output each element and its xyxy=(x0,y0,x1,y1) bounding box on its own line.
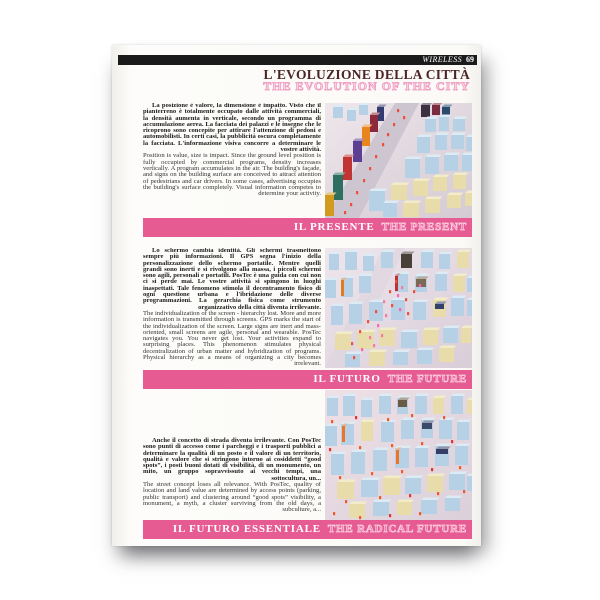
paragraph-italian: Anche il concetto di strada diventa irrilevante. Con PosTec sono punti di accesso come i parcheggi e i trasporti pubblici a determinare la qualità di un posto e il valore di un territorio, qualità e valore che si stringono intorno ai cosiddetti “good spots”, i posti buoni dotati di visibilità, di un monumento, un mito, un gruppo sopravvissuto ai vecchi tempi, una sottocultura, un... xyxy=(143,437,321,482)
banner-label-italian: IL FUTURO ESSENTIALE xyxy=(172,523,321,535)
article-title-block xyxy=(112,68,470,92)
section-banner-radical-future xyxy=(143,520,472,539)
masthead-bar xyxy=(118,55,477,65)
paragraph-italian: Lo schermo cambia identità. Gli schermi trasmettono sempre più informazioni. Il GPS segna l'inizio della personalizzazione dello schermo portatile. Mentre quelli grandi sono inerti e si rivolgono alla massa, i piccoli schermi sono agili, personali e portatili. PosTec è una guida con cui non ci si perde mai. Le vostre attività si spingono in luoghi inaspettati. Tale fenomeno stimola il decentramento fisico di ogni questione urbana e l'ibridazione delle diverse programmazioni. La gerarchia fisica come strumento organizzativo della città diventa irrilevante. xyxy=(143,248,321,311)
paragraph-english: Position is value, size is impact. Since the ground level position is fully occupied by commercial programs, density increases vertically. A program accumulates in the air. The building's façade, and signs on the building surface are conceived to attract attention of pedestrians and car drivers. In some cases, advertising occupies the building's surface completely. Visual information competes to determine your activity. xyxy=(143,152,321,198)
banner-label-english: THE PRESENT xyxy=(381,221,467,233)
paragraph-english: The street concept loses all relevance. With PosTec, quality of location and land value are determined by access points (parking, public transport) and clustering around “good spots” visibility, a monument, a myth, a cluster surviving from the old days, a subculture, a... xyxy=(143,481,321,514)
page-number: 69 xyxy=(466,55,474,64)
section-present xyxy=(143,103,472,218)
banner-label-italian: IL PRESENTE xyxy=(293,221,375,233)
article-title-english: THE EVOLUTION OF THE CITY xyxy=(263,79,470,93)
section-present-text xyxy=(143,103,325,218)
section-banner-future xyxy=(143,370,472,389)
section-present-image xyxy=(325,103,472,218)
banner-label-english: THE RADICAL FUTURE xyxy=(327,523,467,535)
section-banner-present xyxy=(143,218,472,237)
section-radical-future xyxy=(143,390,472,520)
banner-label-italian: IL FUTURO xyxy=(313,373,381,385)
city-model-photo-present xyxy=(325,103,472,218)
section-radical-future-text xyxy=(143,390,325,520)
section-radical-future-image xyxy=(325,390,472,520)
article-content xyxy=(143,103,472,539)
section-future xyxy=(143,248,472,368)
magazine-page xyxy=(112,45,481,546)
article-title-italian: L'EVOLUZIONE DELLA CITTÀ xyxy=(263,67,470,82)
paragraph-italian: La posizione è valore, la dimensione è impatto. Visto che il pianterreno è totalmente occupato dalle attività commerciali, la densità aumenta in verticale, secondo un programma di accumulazione aerea. La facciata dei palazzi e le insegne che le ricoprono sono concepite per attirare l'attenzione di pedoni e automobilisti. In certi casi, la pubblicità oscura completamente la facciata. L'informazione visiva concorre a determinare le vostre attività. xyxy=(143,103,321,154)
banner-label-english: THE FUTURE xyxy=(387,373,467,385)
city-model-photo-radical-future xyxy=(325,390,472,520)
magazine-name: WIRELESS xyxy=(422,55,462,64)
section-future-image xyxy=(325,248,472,368)
city-model-photo-future xyxy=(325,248,472,368)
paragraph-english: The individualization of the screen - hierarchy lost. More and more information is transmitted through screens. GPS marks the start of the individualization of the screen. Large signs are inert and mass-oriented, small screens are agile, personal and wearable. PosTec navigates you. You never get lost. Your activities expand to surprising places. This phenomenon stimulates physical decentralization of urban matter and hybridization of programs. Physical hierarchy as a means of organizing a city becomes irrelevant. xyxy=(143,309,321,368)
section-future-text xyxy=(143,248,325,368)
